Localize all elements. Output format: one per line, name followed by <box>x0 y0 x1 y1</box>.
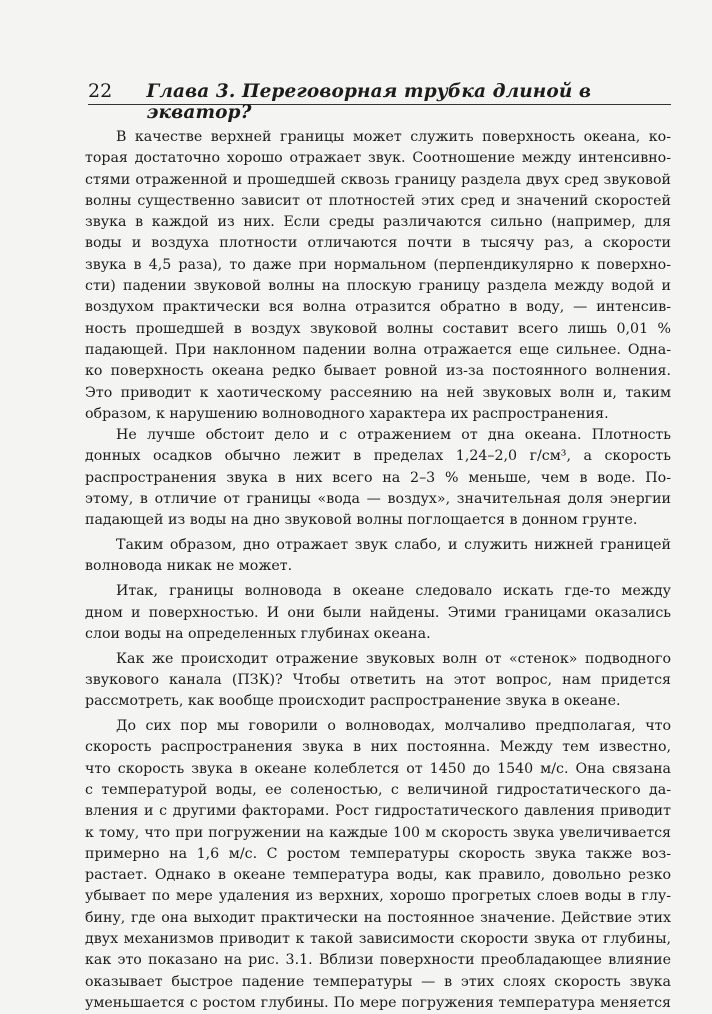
text-line: распространения звука в них всего на 2–3 % меньше, чем в воде. По- <box>85 469 671 486</box>
text-line: как это показано на рис. 3.1. Вблизи поверхности преобладающее влияние <box>85 952 671 969</box>
text-line: дном и поверхностью. И они были найдены. Этими границами оказались <box>85 604 671 621</box>
text-line: В качестве верхней границы может служить поверхность океана, ко- <box>116 129 671 145</box>
text-line: убывает по мере удаления из верхних, хорошо прогретых слоев воды в глу- <box>85 888 671 905</box>
text-line: бину, где она выходит практически на постоянное значение. Действие этих <box>85 909 671 926</box>
text-line: двух механизмов приводит к такой зависимости скорости звука от глубины, <box>85 930 671 947</box>
text-line: оказывает быстрое падение температуры — в этих слоях скорость звука <box>85 973 671 990</box>
text-line: Не лучше обстоит дело и с отражением от дна океана. Плотность <box>116 427 671 444</box>
text-line: звука в каждой из них. Если среды различаются сильно (например, для <box>85 214 671 231</box>
text-line: этому, в отличие от границы «вода — воздух», значительная доля энергии <box>85 491 671 508</box>
running-header <box>88 80 671 123</box>
paragraph <box>85 716 671 1014</box>
paragraph <box>85 581 671 645</box>
text-line: что скорость звука в океане колеблется от 1450 до 1540 м/с. Она связана <box>85 760 671 777</box>
text-line: звука в 4,5 раза), то даже при нормальном (перпендикулярно к поверхно- <box>85 256 671 273</box>
paragraph <box>85 535 671 578</box>
paragraph <box>85 127 671 425</box>
text-line: вления и с другими факторами. Рост гидростатического давления приводит <box>85 803 671 820</box>
text-line: образом, к нарушению волноводного характера их распространения. <box>85 405 609 422</box>
text-line: До сих пор мы говорили о волноводах, молчаливо предполагая, что <box>116 718 671 735</box>
text-line: стями отраженной и прошедшей сквозь границу раздела двух сред звуковой <box>85 171 671 188</box>
text-line: с температурой воды, ее соленостью, с величиной гидростатического да- <box>85 781 671 798</box>
page-number: 22 <box>88 80 113 102</box>
text-line: Итак, границы волновода в океане следовало искать где-то между <box>116 583 671 600</box>
text-line: Это приводит к хаотическому рассеянию на ней звуковых волн и, таким <box>85 384 671 401</box>
chapter-title: Глава 3. Переговорная трубка длиной в экватор? <box>146 81 592 123</box>
text-line: звукового канала (ПЗК)? Чтобы ответить на этот вопрос, нам придется <box>85 671 671 688</box>
text-line: донных осадков обычно лежит в пределах 1,24–2,0 г/см³, а скорость <box>85 448 671 465</box>
text-line: воздухом практически вся волна отразится обратно в воду, — интенсив- <box>85 299 671 316</box>
text-line: уменьшается с ростом глубины. По мере погружения температура меняется <box>85 994 671 1011</box>
text-line: воды и воздуха плотности отличаются почти в тысячу раз, а скорости <box>85 235 671 252</box>
text-line: волны существенно зависит от плотностей этих сред и значений скоростей <box>85 192 671 209</box>
text-line: скорость распространения звука в них постоянна. Между тем известно, <box>85 739 671 756</box>
text-line: рассмотреть, как вообще происходит распространение звука в океане. <box>85 693 621 710</box>
text-line: падающей. При наклонном падении волна отражается еще сильнее. Одна- <box>85 341 671 358</box>
text-line: падающей из воды на дно звуковой волны поглощается в донном грунте. <box>85 512 638 529</box>
text-line: растает. Однако в океане температура воды, как правило, довольно резко <box>85 867 671 884</box>
paragraph <box>85 649 671 713</box>
text-line: сти) падении звуковой волны на плоскую границу раздела между водой и <box>85 278 671 295</box>
text-line: ко поверхность океана редко бывает ровной из-за постоянного волнения. <box>85 363 671 380</box>
text-line: волновода никак не может. <box>85 558 293 575</box>
text-line: слои воды на определенных глубинах океана. <box>85 625 431 642</box>
body-text <box>85 127 671 1014</box>
text-line: примерно на 1,6 м/с. С ростом температуры скорость звука также воз- <box>85 845 671 862</box>
text-line: Таким образом, дно отражает звук слабо, и служить нижней границей <box>116 537 671 554</box>
text-line: к тому, что при погружении на каждые 100 м скорость звука увеличивается <box>85 824 671 841</box>
text-line: ность прошедшей в воздух звуковой волны составит всего лишь 0,01 % <box>85 320 671 337</box>
paragraph <box>85 425 671 531</box>
text-line: торая достаточно хорошо отражает звук. Соотношение между интенсивно- <box>85 150 671 167</box>
text-line: Как же происходит отражение звуковых волн от «стенок» подводного <box>116 650 671 667</box>
